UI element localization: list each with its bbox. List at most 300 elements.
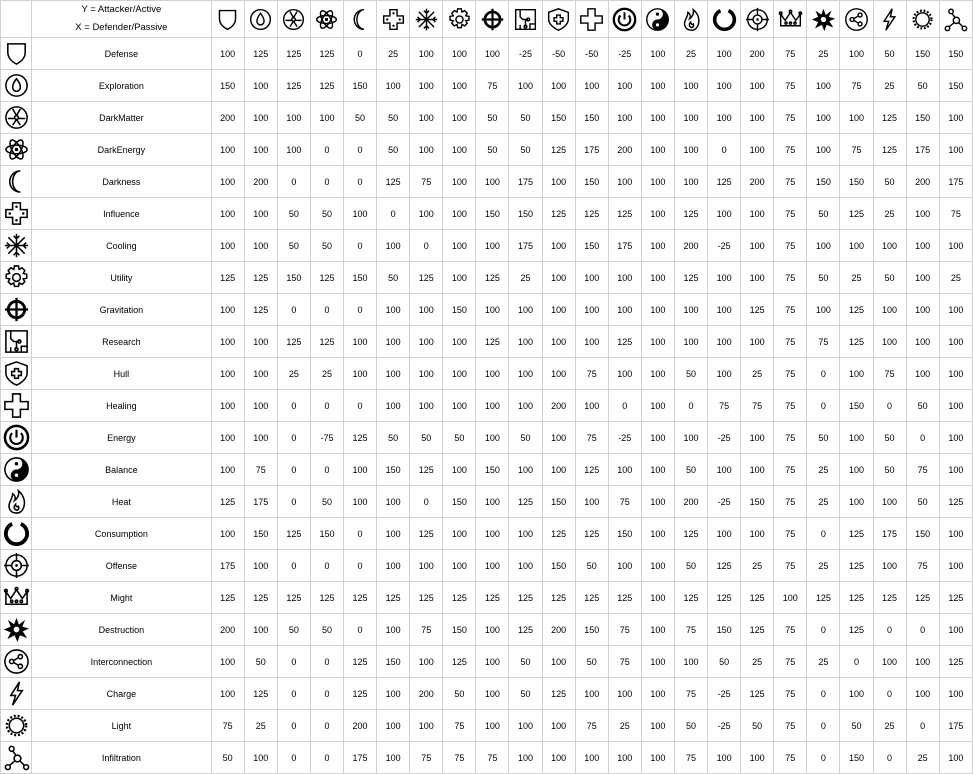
table-cell: 100 xyxy=(575,70,608,102)
table-cell: 100 xyxy=(410,326,443,358)
table-cell: 125 xyxy=(310,38,343,70)
table-cell: 200 xyxy=(674,486,707,518)
gear-icon xyxy=(443,7,475,32)
radiation-icon xyxy=(278,7,310,32)
table-cell: 25 xyxy=(674,38,707,70)
table-cell: 100 xyxy=(476,614,509,646)
table-cell: 100 xyxy=(443,518,476,550)
table-cell: 75 xyxy=(774,102,807,134)
table-cell: 25 xyxy=(807,550,840,582)
table-cell: 100 xyxy=(840,486,873,518)
table-cell: 0 xyxy=(310,454,343,486)
table-cell: 100 xyxy=(674,102,707,134)
table-cell: 100 xyxy=(211,294,244,326)
table-cell: 150 xyxy=(244,518,277,550)
share-icon xyxy=(1,648,31,675)
table-cell: 0 xyxy=(277,710,310,742)
table-cell: 100 xyxy=(244,358,277,390)
table-cell: 25 xyxy=(906,742,939,774)
table-cell: 100 xyxy=(476,166,509,198)
table-cell: 0 xyxy=(873,742,906,774)
row-label: Destruction xyxy=(32,614,212,646)
table-cell: 100 xyxy=(939,326,972,358)
table-cell: 100 xyxy=(608,262,641,294)
row-label: Influence xyxy=(32,198,212,230)
row-icon-cell xyxy=(1,582,32,614)
table-cell: 25 xyxy=(608,710,641,742)
cross-icon xyxy=(1,392,31,419)
table-cell: 100 xyxy=(608,454,641,486)
table-cell: 125 xyxy=(377,582,410,614)
table-cell: 150 xyxy=(906,38,939,70)
column-header-energy xyxy=(608,1,641,38)
table-cell: 125 xyxy=(542,198,575,230)
row-icon-cell xyxy=(1,262,32,294)
table-cell: 75 xyxy=(211,710,244,742)
table-cell: 50 xyxy=(277,198,310,230)
row-icon-cell xyxy=(1,198,32,230)
table-cell: 50 xyxy=(277,230,310,262)
table-cell: 125 xyxy=(476,582,509,614)
table-cell: 0 xyxy=(873,678,906,710)
table-cell: 100 xyxy=(443,38,476,70)
table-cell: 100 xyxy=(873,486,906,518)
row-icon-cell xyxy=(1,230,32,262)
table-cell: 75 xyxy=(774,326,807,358)
table-cell: 50 xyxy=(906,70,939,102)
table-cell: 150 xyxy=(310,518,343,550)
table-cell: 100 xyxy=(443,550,476,582)
table-cell: 100 xyxy=(906,294,939,326)
table-cell: 100 xyxy=(641,230,674,262)
table-cell: 125 xyxy=(410,518,443,550)
row-label: Cooling xyxy=(32,230,212,262)
table-cell: 100 xyxy=(741,262,774,294)
table-cell: 0 xyxy=(344,134,377,166)
table-cell: 75 xyxy=(608,486,641,518)
table-cell: 0 xyxy=(277,294,310,326)
table-row xyxy=(1,358,973,390)
table-cell: 0 xyxy=(807,518,840,550)
table-cell: 50 xyxy=(244,646,277,678)
table-cell: 25 xyxy=(840,262,873,294)
table-cell: 100 xyxy=(939,678,972,710)
table-cell: 200 xyxy=(244,166,277,198)
table-cell: 0 xyxy=(344,166,377,198)
row-icon-cell xyxy=(1,614,32,646)
gamepad-icon xyxy=(377,7,409,32)
table-cell: 150 xyxy=(542,550,575,582)
table-cell: 100 xyxy=(509,710,542,742)
table-cell: 125 xyxy=(939,582,972,614)
table-cell: 100 xyxy=(410,70,443,102)
table-cell: 75 xyxy=(575,422,608,454)
column-header-gravitation xyxy=(476,1,509,38)
table-cell: 0 xyxy=(807,742,840,774)
table-cell: 0 xyxy=(277,550,310,582)
table-cell: 100 xyxy=(542,646,575,678)
table-cell: 125 xyxy=(344,678,377,710)
row-label: Utility xyxy=(32,262,212,294)
table-cell: 0 xyxy=(344,230,377,262)
table-cell: -25 xyxy=(509,38,542,70)
table-cell: 0 xyxy=(277,390,310,422)
table-cell: 100 xyxy=(344,326,377,358)
table-cell: 100 xyxy=(542,230,575,262)
row-icon-cell xyxy=(1,486,32,518)
table-cell: 100 xyxy=(939,454,972,486)
table-cell: 50 xyxy=(873,166,906,198)
table-cell: 100 xyxy=(443,262,476,294)
table-cell: 0 xyxy=(277,678,310,710)
table-cell: 125 xyxy=(509,486,542,518)
table-cell: 100 xyxy=(939,742,972,774)
table-cell: 25 xyxy=(741,358,774,390)
row-label: DarkEnergy xyxy=(32,134,212,166)
table-cell: 75 xyxy=(674,742,707,774)
table-cell: 0 xyxy=(708,134,741,166)
table-cell: 150 xyxy=(939,38,972,70)
table-cell: 75 xyxy=(774,742,807,774)
table-cell: 150 xyxy=(575,102,608,134)
table-cell: 125 xyxy=(542,518,575,550)
table-cell: 25 xyxy=(377,38,410,70)
table-cell: 125 xyxy=(674,518,707,550)
table-cell: 0 xyxy=(344,518,377,550)
table-cell: 75 xyxy=(575,710,608,742)
table-cell: 25 xyxy=(807,454,840,486)
table-cell: 100 xyxy=(708,358,741,390)
table-cell: 100 xyxy=(939,102,972,134)
table-cell: 100 xyxy=(608,102,641,134)
column-header-light xyxy=(906,1,939,38)
table-cell: 0 xyxy=(873,390,906,422)
table-cell: 100 xyxy=(906,230,939,262)
table-cell: 100 xyxy=(377,614,410,646)
table-cell: 100 xyxy=(641,614,674,646)
table-cell: 25 xyxy=(807,38,840,70)
table-cell: 125 xyxy=(277,582,310,614)
table-cell: 175 xyxy=(344,742,377,774)
table-cell: 75 xyxy=(774,38,807,70)
row-label: Gravitation xyxy=(32,294,212,326)
table-cell: 100 xyxy=(939,294,972,326)
row-icon-cell xyxy=(1,710,32,742)
row-label: Exploration xyxy=(32,70,212,102)
table-cell: 50 xyxy=(509,678,542,710)
table-cell: 150 xyxy=(575,230,608,262)
table-cell: 100 xyxy=(410,294,443,326)
shield-plus-icon xyxy=(543,7,575,32)
ring-icon xyxy=(708,7,740,32)
table-cell: 75 xyxy=(608,614,641,646)
table-cell: 0 xyxy=(344,390,377,422)
table-cell: 125 xyxy=(542,134,575,166)
table-cell: 100 xyxy=(708,326,741,358)
table-cell: 100 xyxy=(443,358,476,390)
table-cell: 100 xyxy=(939,422,972,454)
table-cell: 100 xyxy=(542,326,575,358)
table-cell: 125 xyxy=(807,582,840,614)
table-cell: 50 xyxy=(873,454,906,486)
table-cell: 100 xyxy=(641,646,674,678)
table-cell: 25 xyxy=(939,262,972,294)
table-cell: 75 xyxy=(443,742,476,774)
table-cell: 50 xyxy=(906,390,939,422)
column-header-defense xyxy=(211,1,244,38)
table-cell: 75 xyxy=(774,134,807,166)
table-cell: 100 xyxy=(211,358,244,390)
table-cell: 100 xyxy=(608,742,641,774)
table-cell: 100 xyxy=(708,454,741,486)
table-cell: 25 xyxy=(244,710,277,742)
table-cell: 125 xyxy=(476,326,509,358)
table-cell: 75 xyxy=(807,326,840,358)
table-cell: 100 xyxy=(377,710,410,742)
table-row xyxy=(1,38,973,70)
table-cell: 175 xyxy=(244,486,277,518)
table-cell: 125 xyxy=(840,550,873,582)
table-cell: 75 xyxy=(906,550,939,582)
flame-icon xyxy=(1,488,31,515)
table-cell: 75 xyxy=(774,678,807,710)
table-cell: 100 xyxy=(244,102,277,134)
table-cell: 125 xyxy=(873,102,906,134)
table-cell: 75 xyxy=(840,134,873,166)
table-cell: 0 xyxy=(310,742,343,774)
table-cell: 100 xyxy=(741,70,774,102)
table-row xyxy=(1,390,973,422)
table-cell: 150 xyxy=(840,390,873,422)
row-label: Light xyxy=(32,710,212,742)
table-cell: 100 xyxy=(476,646,509,678)
table-row xyxy=(1,518,973,550)
table-cell: 50 xyxy=(509,102,542,134)
table-cell: 125 xyxy=(840,294,873,326)
table-cell: 100 xyxy=(476,422,509,454)
table-cell: 50 xyxy=(377,422,410,454)
table-cell: 100 xyxy=(509,390,542,422)
table-cell: 100 xyxy=(641,134,674,166)
table-cell: 100 xyxy=(244,614,277,646)
table-cell: 50 xyxy=(476,102,509,134)
table-cell: 100 xyxy=(277,134,310,166)
molecule-icon xyxy=(1,744,31,771)
table-cell: 100 xyxy=(641,326,674,358)
table-cell: 150 xyxy=(476,198,509,230)
table-cell: 100 xyxy=(542,742,575,774)
shield-icon xyxy=(212,7,244,32)
table-cell: 0 xyxy=(310,134,343,166)
table-cell: 100 xyxy=(211,134,244,166)
column-header-hull xyxy=(542,1,575,38)
row-label: Offense xyxy=(32,550,212,582)
table-cell: 100 xyxy=(542,166,575,198)
table-cell: 25 xyxy=(873,710,906,742)
table-cell: 100 xyxy=(807,102,840,134)
crescent-moon-icon xyxy=(1,168,31,195)
table-cell: 125 xyxy=(410,262,443,294)
crown-icon xyxy=(1,584,31,611)
column-header-darkenergy xyxy=(310,1,343,38)
table-cell: 75 xyxy=(708,390,741,422)
table-row xyxy=(1,678,973,710)
table-cell: 100 xyxy=(244,550,277,582)
header-row xyxy=(1,1,973,38)
table-cell: 100 xyxy=(641,742,674,774)
table-cell: 25 xyxy=(807,486,840,518)
row-label: Interconnection xyxy=(32,646,212,678)
table-cell: 125 xyxy=(575,518,608,550)
table-cell: 100 xyxy=(476,358,509,390)
table-cell: 100 xyxy=(575,294,608,326)
table-cell: 200 xyxy=(741,166,774,198)
table-cell: 75 xyxy=(939,198,972,230)
table-cell: 50 xyxy=(377,262,410,294)
table-cell: 125 xyxy=(608,198,641,230)
table-cell: 200 xyxy=(608,134,641,166)
table-cell: 25 xyxy=(509,262,542,294)
table-cell: 125 xyxy=(542,678,575,710)
table-cell: 100 xyxy=(542,710,575,742)
table-cell: 0 xyxy=(277,646,310,678)
table-cell: 125 xyxy=(277,38,310,70)
row-label: Research xyxy=(32,326,212,358)
table-cell: 100 xyxy=(641,262,674,294)
table-cell: 75 xyxy=(674,678,707,710)
table-cell: 100 xyxy=(377,518,410,550)
table-cell: 100 xyxy=(509,358,542,390)
table-cell: 125 xyxy=(410,454,443,486)
table-cell: 0 xyxy=(674,390,707,422)
table-cell: 0 xyxy=(344,550,377,582)
table-cell: 150 xyxy=(542,486,575,518)
table-cell: 125 xyxy=(840,326,873,358)
crown-icon xyxy=(774,7,806,32)
table-cell: 100 xyxy=(443,70,476,102)
table-cell: 100 xyxy=(244,70,277,102)
table-cell: -75 xyxy=(310,422,343,454)
table-cell: 100 xyxy=(410,710,443,742)
table-cell: 0 xyxy=(807,390,840,422)
table-cell: 100 xyxy=(741,326,774,358)
table-cell: 150 xyxy=(443,614,476,646)
table-cell: 125 xyxy=(873,134,906,166)
table-cell: 75 xyxy=(774,486,807,518)
table-cell: 100 xyxy=(807,294,840,326)
table-row xyxy=(1,326,973,358)
table-cell: 100 xyxy=(509,454,542,486)
table-cell: 100 xyxy=(410,198,443,230)
table-cell: 100 xyxy=(674,166,707,198)
table-cell: 200 xyxy=(410,678,443,710)
gamepad-icon xyxy=(1,200,31,227)
table-cell: 100 xyxy=(608,358,641,390)
table-cell: 125 xyxy=(277,326,310,358)
table-cell: 0 xyxy=(410,486,443,518)
table-cell: 0 xyxy=(410,230,443,262)
table-cell: 100 xyxy=(608,70,641,102)
lightning-icon xyxy=(1,680,31,707)
table-cell: 125 xyxy=(873,582,906,614)
table-cell: 0 xyxy=(906,422,939,454)
table-cell: 100 xyxy=(542,358,575,390)
table-cell: 100 xyxy=(443,198,476,230)
table-cell: 100 xyxy=(476,518,509,550)
table-cell: 100 xyxy=(641,294,674,326)
table-cell: 125 xyxy=(575,454,608,486)
table-cell: 50 xyxy=(310,198,343,230)
table-cell: 100 xyxy=(476,486,509,518)
row-icon-cell xyxy=(1,390,32,422)
table-cell: 50 xyxy=(807,198,840,230)
table-cell: 100 xyxy=(310,102,343,134)
table-cell: 0 xyxy=(277,454,310,486)
table-cell: 100 xyxy=(509,70,542,102)
table-cell: 125 xyxy=(211,262,244,294)
share-icon xyxy=(840,7,872,32)
sun-icon xyxy=(907,7,939,32)
table-cell: 100 xyxy=(509,518,542,550)
y-axis-legend: Y = Attacker/Active xyxy=(81,4,162,15)
ring-icon xyxy=(1,520,31,547)
table-cell: 100 xyxy=(244,326,277,358)
table-cell: 100 xyxy=(608,678,641,710)
column-header-research xyxy=(509,1,542,38)
table-cell: 150 xyxy=(542,102,575,134)
table-cell: 125 xyxy=(244,678,277,710)
table-cell: 0 xyxy=(807,358,840,390)
table-cell: 100 xyxy=(575,742,608,774)
target-icon xyxy=(1,552,31,579)
table-cell: 0 xyxy=(608,390,641,422)
table-cell: 50 xyxy=(674,550,707,582)
table-cell: 100 xyxy=(410,390,443,422)
table-cell: 125 xyxy=(277,518,310,550)
table-cell: 50 xyxy=(575,550,608,582)
table-cell: 150 xyxy=(807,166,840,198)
table-cell: 175 xyxy=(939,710,972,742)
row-label: Hull xyxy=(32,358,212,390)
table-cell: 100 xyxy=(708,198,741,230)
table-cell: 100 xyxy=(377,550,410,582)
table-cell: 0 xyxy=(310,710,343,742)
table-cell: 75 xyxy=(410,166,443,198)
table-cell: 75 xyxy=(906,454,939,486)
table-cell: 100 xyxy=(344,486,377,518)
table-cell: 125 xyxy=(741,678,774,710)
table-cell: 50 xyxy=(509,422,542,454)
table-cell: 75 xyxy=(410,742,443,774)
table-cell: 100 xyxy=(244,134,277,166)
table-cell: 50 xyxy=(741,710,774,742)
table-cell: 125 xyxy=(344,582,377,614)
table-cell: 50 xyxy=(873,38,906,70)
table-cell: 100 xyxy=(840,230,873,262)
table-cell: 100 xyxy=(807,70,840,102)
table-row xyxy=(1,646,973,678)
table-cell: 100 xyxy=(674,422,707,454)
table-cell: 175 xyxy=(608,230,641,262)
table-cell: 125 xyxy=(310,326,343,358)
table-cell: 100 xyxy=(344,358,377,390)
table-cell: 100 xyxy=(344,454,377,486)
table-cell: 100 xyxy=(708,742,741,774)
table-cell: 100 xyxy=(939,230,972,262)
table-cell: 75 xyxy=(443,710,476,742)
row-icon-cell xyxy=(1,678,32,710)
table-cell: 100 xyxy=(443,102,476,134)
